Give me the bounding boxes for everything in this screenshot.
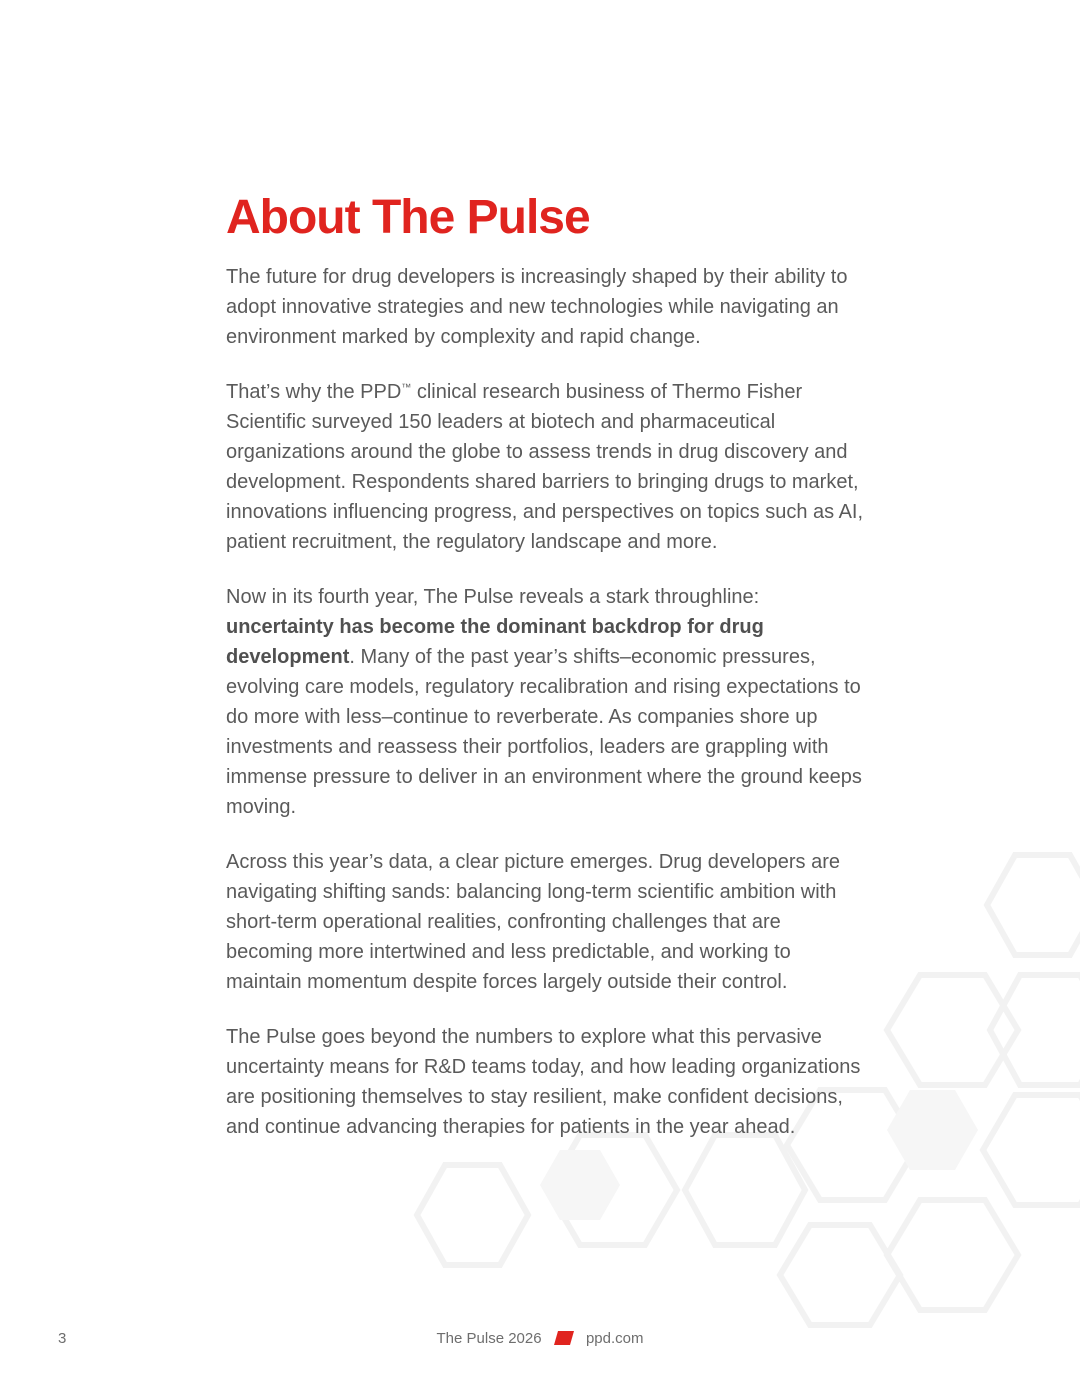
page-title: About The Pulse [226, 191, 590, 244]
closing-paragraph: The Pulse goes beyond the numbers to explore what this pervasive uncertainty means for R&D teams today, and how leading organizations are positioning themselves to stay resilient, make confident decisions, and continue advancing therapies for patients in the year ahead. [226, 1026, 861, 1138]
footer [0, 1330, 1080, 1347]
throughline-paragraph-rest: . Many of the past year’s shifts–economic pressures, evolving care models, regulatory recalibration and rising expectations to do more with less–continue to reverberate. As companies shore up investments and reassess their portfolios, leaders are grappling with immense pressure to deliver in an environment where the ground keeps moving. [226, 646, 862, 818]
throughline-paragraph-start: Now in its fourth year, The Pulse reveals a stark throughline: [226, 586, 760, 608]
red-parallelogram-icon [554, 1331, 574, 1345]
main-content [226, 188, 866, 1167]
survey-paragraph-start: That’s why the PPD [226, 381, 402, 403]
trademark-symbol: ™ [401, 382, 412, 394]
intro-paragraph: The future for drug developers is increasingly shaped by their ability to adopt innovative strategies and new technologies while navigating an environment marked by complexity and rapid change. [226, 266, 848, 348]
survey-paragraph [226, 377, 866, 557]
data-picture-paragraph: Across this year’s data, a clear picture emerges. Drug developers are navigating shifting sands: balancing long-term scientific ambition with short-term operational realities, confronting challenges that are becoming more intertwined and less predictable, and working to maintain momentum despite forces largely outside their control. [226, 851, 840, 993]
survey-paragraph-rest: clinical research business of Thermo Fisher Scientific surveyed 150 leaders at biotech and pharmaceutical organizations around the globe to assess trends in drug discovery and development. Respondents shared barriers to bringing drugs to market, innovations influencing progress, and perspectives on topics such as AI, patient recruitment, the regulatory landscape and more. [226, 381, 864, 553]
footer-website-link[interactable]: ppd.com [585, 1330, 644, 1347]
page-number: 3 [58, 1330, 67, 1347]
throughline-emphasis: uncertainty has become the dominant backdrop for drug development [226, 616, 764, 668]
footer-publication: The Pulse 2026 [436, 1330, 542, 1347]
throughline-paragraph [226, 582, 866, 822]
